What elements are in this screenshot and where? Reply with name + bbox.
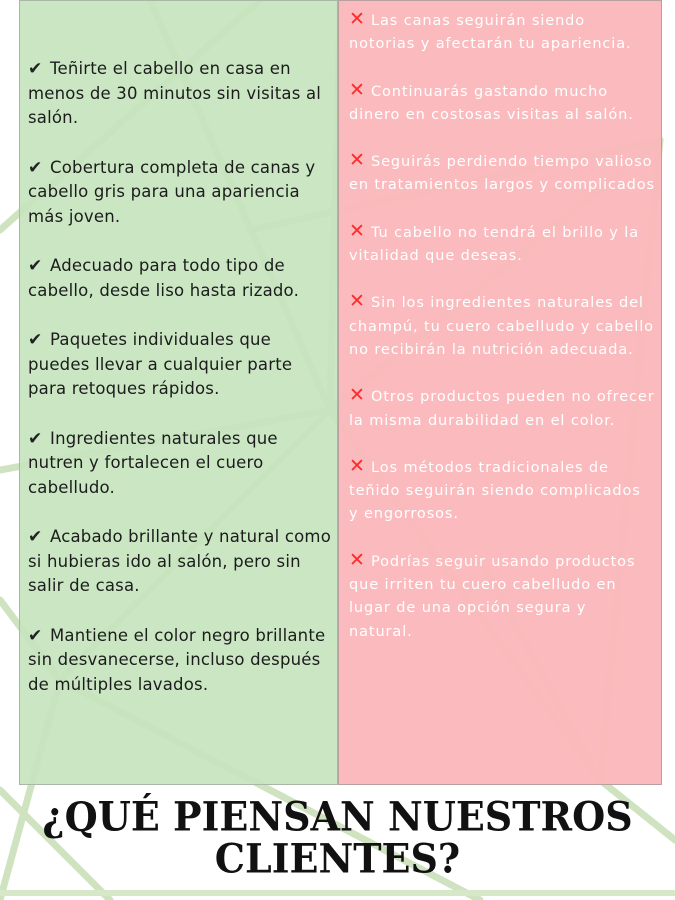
pro-item: [28, 57, 331, 131]
check-mark-icon: ✔: [28, 527, 43, 547]
pro-item-text: Adecuado para todo tipo de cabello, desde liso hasta rizado.: [28, 256, 300, 300]
check-mark-icon: ✔: [28, 59, 43, 79]
cross-mark-icon: ✕: [349, 548, 366, 571]
pro-item-text: Acabado brillante y natural como si hubieras ido al salón, pero sin salir de casa.: [28, 527, 331, 595]
cross-mark-icon: ✕: [349, 149, 366, 172]
con-item-text: Continuarás gastando mucho dinero en costosas visitas al salón.: [349, 83, 634, 123]
pro-item-text: Paquetes individuales que puedes llevar a cualquier parte para retoques rápidos.: [28, 330, 293, 398]
heading-line-2: CLIENTES?: [214, 834, 461, 883]
con-item: [349, 291, 655, 362]
con-item-text: Podrías seguir usando productos que irriten tu cuero cabelludo en lugar de una opción segura y natural.: [349, 553, 636, 640]
cross-mark-icon: ✕: [349, 454, 366, 477]
check-mark-icon: ✔: [28, 330, 43, 350]
pros-column: [19, 0, 338, 785]
pro-item: [28, 427, 331, 501]
check-mark-icon: ✔: [28, 625, 43, 646]
con-item-text: Sin los ingredientes naturales del champú, tu cuero cabelludo y cabello no recibirán la nutrición adecuada.: [349, 295, 654, 358]
testimonials-heading: [0, 792, 675, 883]
con-item-text: Otros productos pueden no ofrecer la misma durabilidad en el color.: [349, 389, 655, 429]
cross-mark-icon: ✕: [349, 8, 366, 30]
check-mark-icon: ✔: [28, 428, 43, 449]
con-item-text: Tu cabello no tendrá el brillo y la vitalidad que deseas.: [349, 224, 639, 265]
con-item-text: Los métodos tradicionales de teñido seguirán siendo complicados y engorrosos.: [349, 459, 641, 523]
check-mark-icon: ✔: [28, 256, 43, 276]
heading-line-1: ¿QUÉ PIENSAN NUESTROS: [42, 792, 633, 841]
con-item: [349, 456, 655, 527]
pro-item-text: Ingredientes naturales que nutren y fortalecen el cuero cabelludo.: [28, 428, 278, 497]
pro-item: [28, 525, 331, 599]
pro-item-text: Teñirte el cabello en casa en menos de 30 minutos sin visitas al salón.: [28, 59, 322, 127]
pro-item-text: Cobertura completa de canas y cabello gris para una apariencia más joven.: [28, 157, 316, 226]
con-item: [349, 9, 655, 57]
con-item: [349, 550, 655, 644]
con-item: [349, 80, 655, 128]
con-item: [349, 385, 655, 433]
cross-mark-icon: ✕: [349, 78, 366, 101]
cross-mark-icon: ✕: [349, 219, 366, 242]
con-item-text: Seguirás perdiendo tiempo valioso en tratamientos largos y complicados: [349, 154, 655, 194]
cross-mark-icon: ✕: [349, 290, 366, 313]
cons-column: [338, 0, 662, 785]
pro-item-text: Mantiene el color negro brillante sin desvanecerse, incluso después de múltiples lavados.: [28, 625, 326, 694]
pro-item: [28, 328, 331, 402]
pro-item: [28, 156, 331, 230]
con-item: [349, 150, 655, 198]
con-item-text: Las canas seguirán siendo notorias y afectarán tu apariencia.: [349, 13, 632, 53]
pro-item: [28, 254, 331, 303]
con-item: [349, 221, 655, 269]
check-mark-icon: ✔: [28, 157, 43, 178]
cross-mark-icon: ✕: [349, 384, 366, 407]
pro-item: [28, 624, 331, 698]
